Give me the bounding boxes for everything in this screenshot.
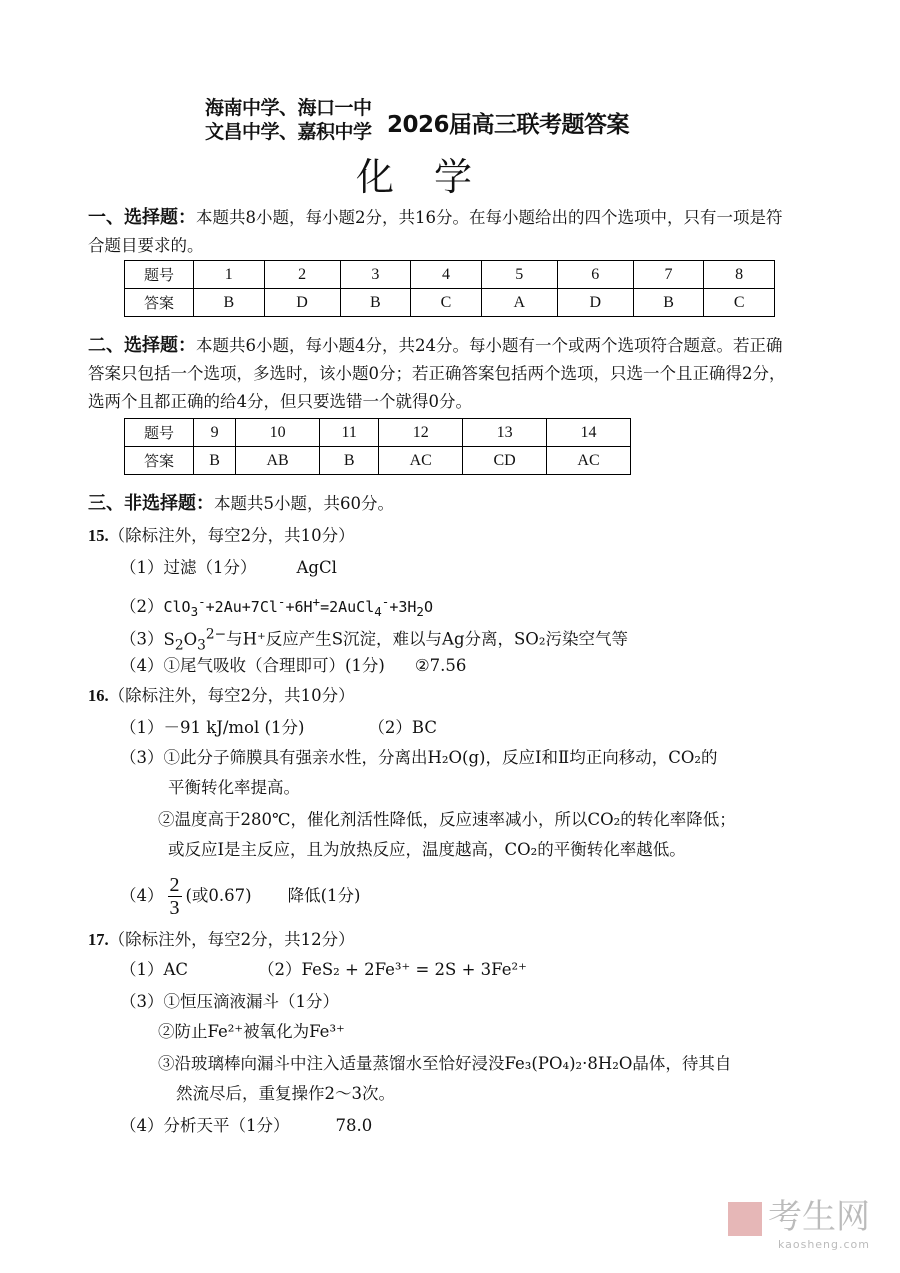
answer-text: （4）分析天平（1分） — [120, 1116, 290, 1135]
question-number-cell: 7 — [633, 261, 704, 289]
q17-answer-1-2 — [120, 958, 527, 982]
section1-answer-table — [124, 260, 775, 317]
answer-text: ②7.56 — [414, 656, 467, 675]
answer-cell: B — [194, 447, 236, 475]
equation: $ClO_3^-+2Au+7Cl^-+6H^+=2AuCl_4^-+3H_2O$ — [163, 594, 433, 619]
section3-desc: 本题共5小题，共60分。 — [214, 494, 394, 513]
q17-header — [88, 928, 355, 952]
school-names — [205, 96, 372, 144]
question-number: 17. — [88, 930, 109, 949]
section3-intro — [88, 492, 394, 516]
watermark-logo-icon — [728, 1202, 762, 1236]
question-number-cell: 10 — [236, 419, 320, 447]
answer-cell: B — [633, 289, 704, 317]
exam-title: 2026届高三联考题答案 — [387, 112, 630, 138]
school-names-line2: 文昌中学、嘉积中学 — [205, 121, 372, 143]
answer-cell: B — [320, 447, 379, 475]
question-number-cell: 3 — [340, 261, 411, 289]
answer-label: （3） — [120, 629, 164, 649]
section2-heading: 二、选择题： — [88, 335, 196, 356]
watermark-sub: kaosheng.com — [777, 1238, 870, 1251]
subject-title: 化学 — [355, 155, 512, 199]
fraction-denominator: 3 — [169, 897, 180, 919]
question-note: （除标注外，每空2分，共12分） — [108, 930, 355, 949]
table-header-answer: 答案 — [125, 289, 194, 317]
q17-answer-4 — [120, 1114, 372, 1138]
answer-text: ②温度高于280℃，催化剂活性降低，反应速率减小，所以CO₂的转化率降低； — [158, 810, 736, 829]
question-number-cell: 9 — [194, 419, 236, 447]
fraction — [168, 874, 182, 919]
q16-answer-4 — [120, 874, 361, 919]
fraction-numerator: 2 — [169, 874, 180, 896]
answer-text: （3）①恒压滴液漏斗（1分） — [120, 992, 339, 1011]
answer-text: （1）过滤（1分） — [120, 558, 257, 577]
question-number-cell: 2 — [264, 261, 340, 289]
answer-cell: AC — [379, 447, 463, 475]
answer-label: （2） — [120, 597, 164, 616]
answer-text: 与H⁺反应产生S沉淀，难以与Ag分离，SO₂污染空气等 — [226, 629, 628, 649]
question-number: 16. — [88, 686, 109, 705]
answer-text: 降低(1分) — [287, 886, 361, 905]
answer-text: 或反应Ⅰ是主反应，且为放热反应，温度越高，CO₂的平衡转化率越低。 — [168, 840, 686, 859]
section1-intro — [88, 204, 788, 260]
q16-header — [88, 684, 355, 708]
question-note: （除标注外，每空2分，共10分） — [108, 526, 355, 545]
question-number-cell: 5 — [481, 261, 557, 289]
answer-cell: A — [481, 289, 557, 317]
school-names-line1: 海南中学、海口一中 — [205, 97, 372, 119]
answer-cell: B — [340, 289, 411, 317]
answer-cell: AB — [236, 447, 320, 475]
q15-header — [88, 524, 355, 548]
question-number-cell: 1 — [194, 261, 265, 289]
answer-text: 平衡转化率提高。 — [168, 778, 300, 797]
question-number-cell: 14 — [547, 419, 631, 447]
section2-intro — [88, 332, 788, 416]
answer-text: AgCl — [296, 558, 337, 577]
section2-desc: 本题共6小题，每小题4分，共24分。每小题有一个或两个选项符合题意。若正确答案只包括一个选项，多选时，该小题0分；若正确答案包括两个选项，只选一个且正确得2分，选两个且都正确的给4分，但只要选错一个就得0分。 — [88, 336, 786, 411]
table-header-question: 题号 — [125, 261, 194, 289]
answer-cell: D — [264, 289, 340, 317]
section1-desc: 本题共8小题，每小题2分，共16分。在每小题给出的四个选项中，只有一项是符合题目要求的。 — [88, 208, 783, 255]
table-header-answer: 答案 — [125, 447, 194, 475]
watermark-text: 考生网 — [768, 1197, 870, 1237]
answer-text: （2）BC — [368, 718, 437, 737]
question-number-cell: 6 — [557, 261, 633, 289]
answer-text: (或0.67) — [185, 886, 252, 905]
q15-answer-4 — [120, 654, 466, 678]
answer-text: （1）AC — [120, 960, 189, 979]
answer-text: 此分子筛膜具有强亲水性，分离出H₂O(g)，反应Ⅰ和Ⅱ均正向移动，CO₂的 — [180, 748, 718, 767]
q15-answer-3 — [120, 622, 628, 657]
question-number-cell: 13 — [463, 419, 547, 447]
answer-text: 然流尽后，重复操作2～3次。 — [176, 1084, 395, 1103]
answer-label: （3）① — [120, 748, 180, 767]
answer-cell: CD — [463, 447, 547, 475]
answer-label: （4） — [120, 886, 164, 905]
answer-text: （2）FeS₂ + 2Fe³⁺ = 2S + 3Fe²⁺ — [258, 960, 527, 979]
answer-text: ②防止Fe²⁺被氧化为Fe³⁺ — [158, 1022, 345, 1041]
q16-answer-3-1 — [120, 746, 717, 770]
table-header-question: 题号 — [125, 419, 194, 447]
question-number-cell: 8 — [704, 261, 775, 289]
answer-cell: D — [557, 289, 633, 317]
answer-cell: AC — [547, 447, 631, 475]
q15-answer-1 — [120, 556, 337, 580]
q16-answer-1-2 — [120, 716, 437, 740]
answer-text: ③沿玻璃棒向漏斗中注入适量蒸馏水至恰好浸没Fe₃(PO₄)₂·8H₂O晶体，待其自 — [158, 1054, 732, 1073]
answer-text: 78.0 — [335, 1116, 373, 1135]
watermark — [728, 1189, 870, 1251]
section2-answer-table — [124, 418, 631, 475]
formula: $S_2O_3^{2-}$ — [163, 626, 227, 653]
answer-cell: B — [194, 289, 265, 317]
question-number-cell: 4 — [411, 261, 482, 289]
question-note: （除标注外，每空2分，共10分） — [108, 686, 355, 705]
section3-heading: 三、非选择题： — [88, 493, 214, 514]
question-number: 15. — [88, 526, 109, 545]
answer-cell: C — [704, 289, 775, 317]
question-number-cell: 12 — [379, 419, 463, 447]
question-number-cell: 11 — [320, 419, 379, 447]
q15-answer-2 — [120, 590, 433, 624]
answer-text: （1）－91 kJ/mol (1分) — [120, 718, 305, 737]
answer-cell: C — [411, 289, 482, 317]
section1-heading: 一、选择题： — [88, 207, 196, 228]
answer-text: （4）①尾气吸收（合理即可）(1分) — [120, 656, 385, 675]
